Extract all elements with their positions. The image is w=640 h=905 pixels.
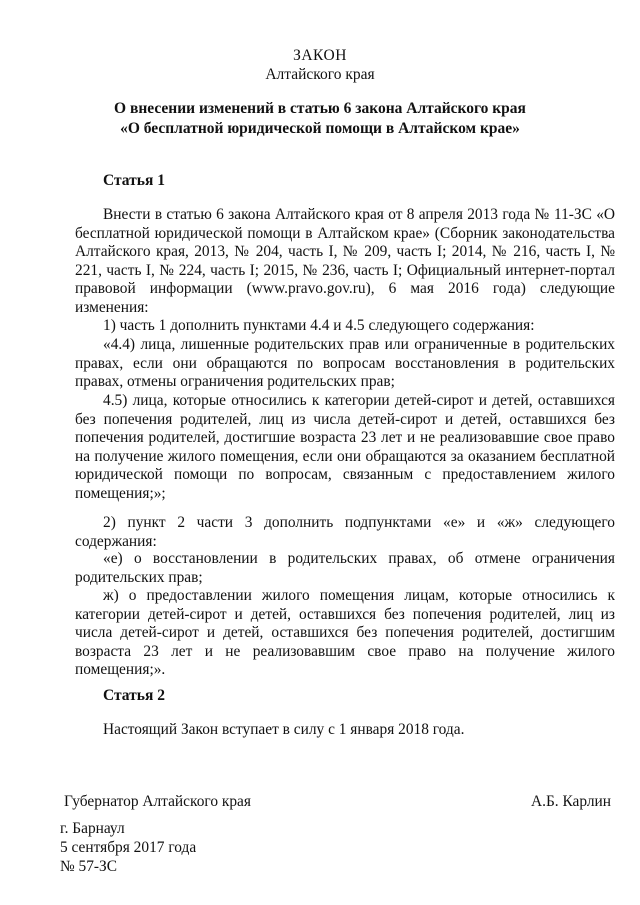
article1-heading: Статья 1 [103,172,165,189]
article1-item1-point44: «4.4) лица, лишенные родительских прав или ограниченные в родительских правах, если они обращаются по вопросам восстановления в родительских правах, отмены ограничения родительских прав; [75,336,615,391]
article2-heading: Статья 2 [103,687,165,704]
article1-item1-point45: 4.5) лица, которые относились к категории детей-сирот и детей, оставшихся без попечения родителей, лиц из числа детей-сирот и детей, оставшихся без попечения родителей, достигшие возраста 23 лет и не реализовавшие свое право на получение жилого помещения, если они обращаются за оказанием бесплатной юридической помощи по вопросам, связанным с предоставлением жилого помещения;»; [75,392,615,502]
article1-item2-subpoint-zh: ж) о предоставлении жилого помещения лицам, которые относились к категории детей-сирот и детей, оставшихся без попечения родителей, лиц из числа детей-сирот и детей, оставшихся без попечения родителей, достигшим возраста 23 лет и не реализовавшим свое право на получение жилого помещения;». [75,587,615,679]
article1-intro: Внести в статью 6 закона Алтайского края от 8 апреля 2013 года № 11-ЗС «О бесплатной юридической помощи в Алтайском крае» (Сборник законодательства Алтайского края, 2013, № 204, часть I, № 209, часть I; 2014, № 216, часть I, № 221, часть I, № 224, часть I; 2015, № 236, часть I; Официальный интернет-портал правовой информации (www.pravo.gov.ru), 6 мая 2016 года) следующие изменения: [75,206,615,316]
footer-city: г. Барнаул [60,820,125,837]
article1-item2: 2) пункт 2 части 3 дополнить подпунктами «е» и «ж» следующего содержания: [75,514,615,550]
signature-position: Губернатор Алтайского края [64,793,251,810]
footer-number: № 57-ЗС [60,858,118,875]
article1-item2-subpoint-e: «е) о восстановлении в родительских правах, об отмене ограничения родительских прав; [75,550,615,586]
document-subtitle-line1: О внесении изменений в статью 6 закона Алтайского края [114,100,526,117]
article1-item1: 1) часть 1 дополнить пунктами 4.4 и 4.5 следующего содержания: [103,317,535,334]
document-title: ЗАКОН [293,47,347,64]
signature-name: А.Б. Карлин [531,793,612,810]
document-region: Алтайского края [265,66,375,83]
document-subtitle-line2: «О бесплатной юридической помощи в Алтайском крае» [120,120,520,137]
article2-text: Настоящий Закон вступает в силу с 1 января 2018 года. [103,721,465,738]
footer-date: 5 сентября 2017 года [60,839,197,856]
